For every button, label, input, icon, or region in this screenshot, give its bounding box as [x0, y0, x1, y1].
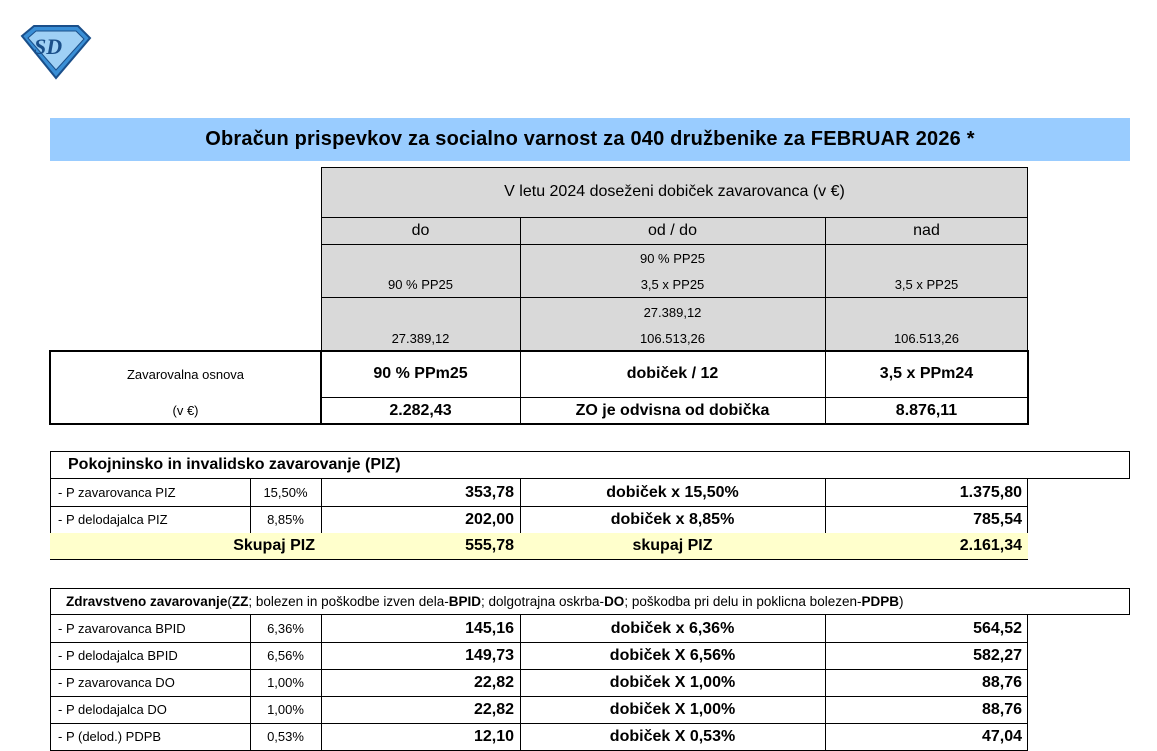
header-main: V letu 2024 doseženi dobiček zavarovanca (v €)	[504, 183, 845, 200]
zz-title-part-i: PDPB	[861, 593, 899, 609]
piz-row-max: 785,54	[973, 510, 1022, 528]
zz-title-part-j: )	[898, 593, 904, 609]
zz-row-amount: 12,10	[473, 727, 514, 745]
zz-title	[50, 588, 1130, 614]
basis-unit: (v €)	[172, 403, 199, 418]
piz-row-formula: dobiček x 8,85%	[610, 510, 735, 528]
piz-total-amount: 555,78	[465, 537, 514, 554]
basis-oddo-value: ZO je odvisna od dobička	[575, 401, 770, 419]
zz-row-formula: dobiček X 0,53%	[609, 727, 736, 745]
header-row1-oddo-top: 90 % PP25	[639, 250, 706, 266]
piz-title: Pokojninsko in invalidsko zavarovanje (PIZ)	[68, 455, 401, 473]
zz-row-formula: dobiček X 6,56%	[609, 646, 736, 664]
zz-row-label: - P (delod.) PDPB	[58, 729, 162, 744]
header-row1-oddo: 3,5 x PP25	[640, 276, 705, 292]
zz-row-max: 47,04	[981, 727, 1022, 745]
header-row1-nad: 3,5 x PP25	[894, 276, 959, 292]
zz-row-max: 88,76	[981, 700, 1022, 718]
zz-row-rate: 0,53%	[267, 729, 304, 744]
piz-row-rate: 15,50%	[263, 485, 308, 500]
piz-row-rate: 8,85%	[267, 512, 304, 527]
basis-do: 90 % PPm25	[373, 365, 468, 382]
zz-row-amount: 149,73	[465, 646, 514, 664]
zz-row-max: 88,76	[981, 673, 1022, 691]
zz-row-label: - P delodajalca BPID	[58, 648, 178, 663]
basis-nad-value: 8.876,11	[895, 401, 958, 419]
header-row2-do: 27.389,12	[391, 330, 450, 346]
header-col-nad: nad	[913, 222, 940, 239]
zz-title-part-c: ZZ	[231, 593, 249, 609]
header-row1-do: 90 % PP25	[387, 276, 454, 292]
basis-nad: 3,5 x PPm24	[879, 365, 974, 382]
zz-title-part-h: ; poškodba pri delu in poklicna bolezen-	[624, 593, 862, 609]
piz-row-amount: 353,78	[465, 483, 514, 501]
zz-row-rate: 6,56%	[267, 648, 304, 663]
zz-row-label: - P zavarovanca DO	[58, 675, 175, 690]
header-row2-oddo-top: 27.389,12	[643, 304, 702, 320]
piz-total-label: Skupaj PIZ	[233, 537, 315, 554]
header-col-do: do	[411, 222, 430, 239]
piz-row-label: - P delodajalca PIZ	[58, 512, 168, 527]
zz-row-label: - P delodajalca DO	[58, 702, 167, 717]
basis-label: Zavarovalna osnova	[126, 366, 245, 382]
zz-row-label: - P zavarovanca BPID	[58, 621, 186, 636]
piz-row-label: - P zavarovanca PIZ	[58, 485, 176, 500]
piz-row-amount: 202,00	[465, 510, 514, 528]
zz-title-part-f: ; dolgotrajna oskrba-	[480, 593, 605, 609]
zz-row-max: 582,27	[973, 646, 1022, 664]
zz-row-amount: 145,16	[465, 619, 514, 637]
sd-diamond-logo-icon	[18, 24, 94, 80]
piz-row-max: 1.375,80	[959, 483, 1022, 501]
zz-row-max: 564,52	[973, 619, 1022, 637]
zz-title-part-d: ; bolezen in poškodbe izven dela-	[248, 593, 449, 609]
zz-title-part-a: Zdravstveno zavarovanje	[66, 593, 228, 609]
piz-total-max: 2.161,34	[959, 537, 1022, 554]
zz-row-formula: dobiček X 1,00%	[609, 700, 736, 718]
zz-row-amount: 22,82	[473, 700, 514, 718]
zz-row-amount: 22,82	[473, 673, 514, 691]
zz-row-formula: dobiček x 6,36%	[610, 619, 735, 637]
basis-oddo: dobiček / 12	[626, 365, 719, 382]
zz-row-formula: dobiček X 1,00%	[609, 673, 736, 691]
zz-title-part-g: DO	[604, 593, 625, 609]
zz-title-part-b: (	[227, 593, 232, 609]
zz-row-rate: 1,00%	[267, 675, 304, 690]
header-row2-oddo: 106.513,26	[639, 330, 706, 346]
basis-do-value: 2.282,43	[389, 401, 452, 419]
header-col-oddo: od / do	[648, 222, 697, 239]
page-title: Obračun prispevkov za socialno varnost za 040 družbenike za FEBRUAR 2026 *	[50, 118, 1130, 161]
piz-row-formula: dobiček x 15,50%	[606, 483, 739, 501]
zz-row-rate: 1,00%	[267, 702, 304, 717]
zz-row-rate: 6,36%	[267, 621, 304, 636]
header-row2-nad: 106.513,26	[893, 330, 960, 346]
zz-title-part-e: BPID	[448, 593, 481, 609]
piz-total-formula: skupaj PIZ	[632, 537, 713, 554]
svg-text:SD: SD	[34, 34, 63, 59]
